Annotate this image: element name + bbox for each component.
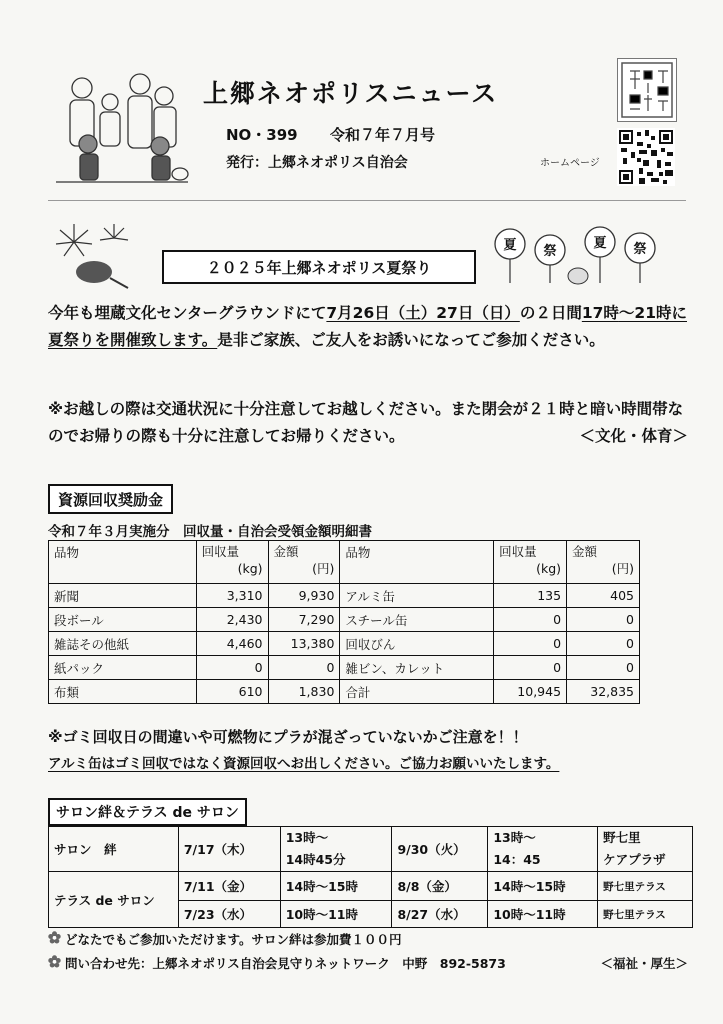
festival-time-start: 17時 [581,304,619,322]
salon-date: 8/27（水） [392,901,488,928]
header-amount-label: 金額 [273,544,299,559]
recycling-heading: 資源回収奨励金 [48,484,173,514]
salon-place [598,827,693,872]
contact-line [48,954,688,972]
salon-time: 10時～11時 [488,901,598,928]
item-qty: 0 [196,656,268,680]
header-divider [48,200,686,201]
item-amount: 405 [567,584,640,608]
festival-text: 是非ご家族、ご友人をお誘いになってご参加ください。 [217,331,605,349]
fest-deco-label: 夏 [593,236,607,251]
item-amount: 7,290 [268,608,340,632]
festival-text: の２日間 [519,304,582,322]
festival-announcement [48,300,688,354]
table-row [49,680,640,704]
header-qty-unit: (kg) [237,561,263,576]
item-qty: 0 [494,656,567,680]
aluminum-can-notice: アルミ缶はゴミ回収ではなく資源回収へお出しください。ご協力お願いいたします。 [48,756,560,772]
header-amount [268,541,340,584]
fest-deco-label: 祭 [633,242,647,257]
header-amount [567,541,640,584]
salon-time: 10時～11時 [280,901,392,928]
item-amount: 0 [567,656,640,680]
recycling-table [48,540,640,704]
header-item-label: 品物 [345,545,371,560]
salon-time [280,827,392,872]
header-item [340,541,494,584]
welfare-department: ＜福祉・厚生＞ [600,956,688,971]
total-amount: 32,835 [567,680,640,704]
item-name: 雑ビン、カレット [340,656,494,680]
item-qty: 4,460 [196,632,268,656]
festival-decoration-icon [490,220,660,286]
salon-note-text: どなたでもご参加いただけます。サロン絆は参加費１００円 [65,932,402,947]
salon-date: 7/11（金） [178,872,280,901]
newsletter-title: 上郷ネオポリスニュース [203,79,499,108]
item-amount: 0 [268,656,340,680]
total-qty: 10,945 [494,680,567,704]
salon-name: サロン 絆 [49,827,179,872]
table-row [49,827,693,872]
item-qty: 0 [494,608,567,632]
table-row [49,656,640,680]
item-name: 回収びん [340,632,494,656]
salon-place: 野七里テラス [598,872,693,901]
item-amount: 9,930 [268,584,340,608]
table-row [49,608,640,632]
issue-number: NO・399 [226,126,298,144]
flower-icon [48,955,61,968]
item-name: スチール缶 [340,608,494,632]
salon-place: 野七里テラス [598,901,693,928]
festival-time-end: ～21時に夏祭りを開催致します。 [48,304,687,349]
item-amount: 0 [567,632,640,656]
item-amount: 13,380 [268,632,340,656]
salon-time: 14時～15時 [488,872,598,901]
item-name: 段ボール [49,608,197,632]
item-name: 紙パック [49,656,197,680]
item-qty: 0 [494,632,567,656]
item-qty: 135 [494,584,567,608]
salon-time-start: 13時～ [493,830,536,845]
header-amount-unit: (円) [611,561,634,576]
fest-deco-label: 夏 [503,238,517,253]
homepage-label: ホームページ [540,158,600,169]
salon-time: 14時～15時 [280,872,392,901]
header-item-label: 品物 [54,545,80,560]
item-name: 布類 [49,680,197,704]
item-qty: 610 [196,680,268,704]
salon-time-end: 14時45分 [285,852,346,867]
salon-name: テラス de サロン [49,872,179,928]
salon-date: 8/8（金） [392,872,488,901]
header-qty-unit: (kg) [536,561,562,576]
item-qty: 2,430 [196,608,268,632]
header-item [49,541,197,584]
salon-time-start: 13時～ [285,830,329,845]
table-header-row [49,541,640,584]
salon-note [48,930,402,948]
header-qty [494,541,567,584]
header-amount-unit: (円) [312,561,335,576]
header-qty [196,541,268,584]
salon-place-line: 野七里 [603,830,641,845]
total-label: 合計 [340,680,494,704]
header-qty-label: 回収量 [201,544,240,559]
item-name: 新聞 [49,584,197,608]
salon-time [488,827,598,872]
fest-deco-label: 祭 [543,244,557,259]
festival-dates: 7月26日（土）27日（日） [326,304,520,322]
item-amount: 0 [567,608,640,632]
salon-time-end: 14：45 [493,852,541,867]
table-row [49,872,693,901]
firework-fan-icon [52,218,152,290]
table-row [49,584,640,608]
item-name: 雑誌その他紙 [49,632,197,656]
salon-date: 7/23（水） [178,901,280,928]
header-amount-label: 金額 [572,544,598,559]
family-illustration [52,66,192,186]
contact-text: 問い合わせ先：上郷ネオポリス自治会見守りネットワーク 中野 892-5873 [65,956,506,971]
table-row [49,632,640,656]
salon-schedule-table [48,826,693,928]
association-seal-icon [617,58,677,122]
publisher: 発行：上郷ネオポリス自治会 [226,155,408,171]
salon-date: 9/30（火） [392,827,488,872]
issue-date: 令和７年７月号 [330,126,436,144]
salon-heading: サロン絆＆テラス de サロン [48,798,247,826]
flower-icon [48,931,61,944]
garbage-warning: ※ゴミ回収日の間違いや可燃物にプラが混ざっていないかご注意を！！ [48,728,528,746]
item-amount: 1,830 [268,680,340,704]
recycling-subtitle: 令和７年３月実施分 回収量・自治会受領金額明細書 [48,524,372,540]
homepage-qr-code-icon[interactable] [617,128,675,186]
festival-department: ＜文化・体育＞ [579,427,688,445]
festival-text: 今年も埋蔵文化センターグラウンドにて [48,304,327,322]
festival-note [48,396,688,450]
salon-place-line: ケアプラザ [603,852,666,867]
salon-date: 7/17（木） [178,827,280,872]
festival-title: ２０２５年上郷ネオポリス夏祭り [162,250,476,284]
festival-note-text: ※お越しの際は交通状況に十分注意してお越しください。また閉会が２１時と暗い時間帯なのでお帰りの際も十分に注意してお帰りください。 [48,400,684,445]
item-qty: 3,310 [196,584,268,608]
header-qty-label: 回収量 [499,544,537,559]
item-name: アルミ缶 [340,584,494,608]
